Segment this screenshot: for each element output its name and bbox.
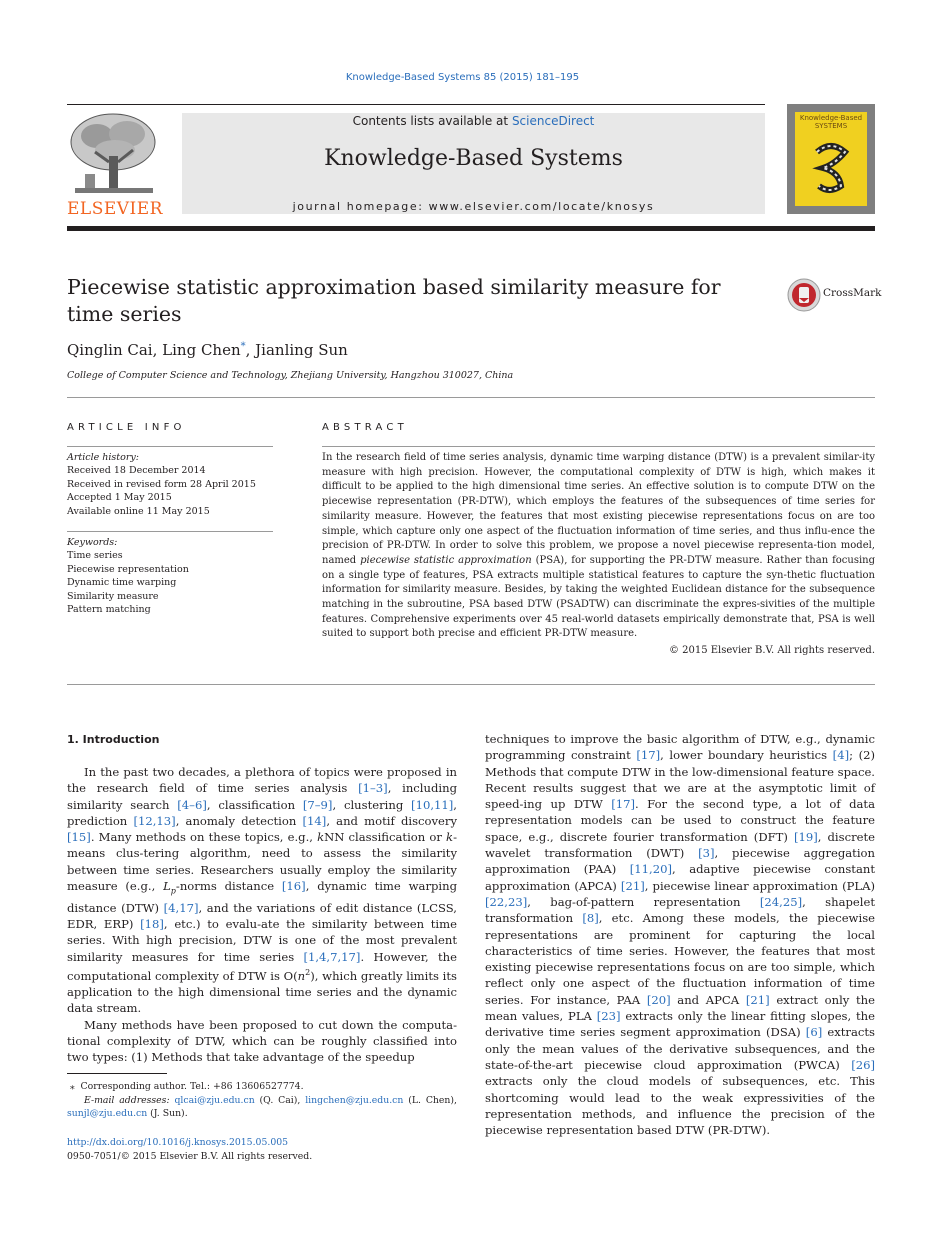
body-text: ), which greatly limits its application to the high dimensional time series and the dynamic data stream. xyxy=(67,968,457,1016)
email-link[interactable]: qlcai@zju.edu.cn xyxy=(174,1094,255,1106)
citation-link[interactable]: [19] xyxy=(793,829,818,844)
corresponding-footnote xyxy=(67,1080,457,1094)
abstract-part: (PSA), for supporting the PR-DTW measure. Rather than focusing on a single type of features, PSA extracts multiple statistical features to capture the syn-thetic fluctuation information for similarity measure. Besides, by taking the weighted Euclidean distance for the subsequence matching in the subroutine, PSA based DTW (PSADTW) can discriminate the expres-sivities of the multiple features. Comprehensive experiments over 45 real-world datasets empirically demonstrate that, PSA is well suited to support both precise and efficient PR-DTW measure. xyxy=(322,554,875,640)
body-text: , clustering xyxy=(332,797,412,812)
paper-title: Piecewise statistic approximation based similarity measure for time series xyxy=(67,275,721,326)
history-revised: Received in revised form 28 April 2015 xyxy=(67,478,256,490)
body-text: , piecewise aggregation approximation (PAA) xyxy=(485,846,875,877)
superscript: 2 xyxy=(305,967,311,977)
elsevier-wordmark: ELSEVIER xyxy=(67,199,163,219)
history-received: Received 18 December 2014 xyxy=(67,465,206,477)
body-text: -norms distance xyxy=(175,879,282,894)
body-text: , and motif discovery xyxy=(326,813,458,828)
citation-link[interactable]: [4–6] xyxy=(177,797,207,812)
body-text: . For the second type, a lot of data representation models can be used to construct the feature space, e.g., discrete fourier transformation (DFT) xyxy=(485,797,876,844)
body-text: -means clus-tering algorithm, need to assess the similarity between time series. Researchers usually employ the similarity measure (e.g., xyxy=(67,830,457,894)
header-top-rule xyxy=(67,104,765,105)
contents-prefix: Contents lists available at xyxy=(352,114,512,128)
italic-text: L xyxy=(163,879,171,894)
sciencedirect-link[interactable]: ScienceDirect xyxy=(511,114,595,128)
author-name[interactable]: Ling Chen xyxy=(162,341,241,359)
body-text: , piecewise linear approximation (PLA) xyxy=(644,878,875,893)
citation-link[interactable]: [7–9] xyxy=(302,797,333,812)
body-text: extracts only the cloud models of subsequences, etc. This shortcoming would lead to the weak expressivities of the representation methods, and influence the precision of the piecewise representation based DTW (PR-DTW). xyxy=(485,1074,875,1138)
publication-info xyxy=(67,1136,457,1163)
abstract-heading: ABSTRACT xyxy=(322,422,408,433)
body-text: . However, the computational complexity of DTW is O( xyxy=(67,949,457,983)
citation-link[interactable]: [12,13] xyxy=(133,813,176,828)
doi-link[interactable]: http://dx.doi.org/10.1016/j.knosys.2015.05.005 xyxy=(67,1137,289,1148)
citation-link[interactable]: [10,11] xyxy=(411,797,454,812)
citation-link[interactable]: [15] xyxy=(67,830,91,845)
body-text: , bag-of-pattern representation xyxy=(527,894,760,909)
citation-link[interactable]: [16] xyxy=(281,879,306,894)
elsevier-tree-logo xyxy=(67,112,159,196)
citation-link[interactable]: [4] xyxy=(832,748,850,763)
journal-cover-title: Knowledge-Based SYSTEMS xyxy=(799,114,863,130)
abstract-copyright: © 2015 Elsevier B.V. All rights reserved. xyxy=(668,645,875,656)
citation-link[interactable]: [6] xyxy=(805,1025,823,1040)
body-text: In the past two decades, a plethora of topics were proposed in the research field of time series analysis xyxy=(67,765,457,796)
affiliation: College of Computer Science and Technology, Zhejiang University, Hangzhou 310027, China xyxy=(67,370,514,381)
citation-link[interactable]: [22,23] xyxy=(485,894,528,909)
abstract-text xyxy=(322,451,875,642)
keywords-label: Keywords: xyxy=(67,537,118,548)
history-label: Article history: xyxy=(67,452,139,463)
email-owner: (J. Sun). xyxy=(147,1108,188,1119)
crossmark-label: CrossMark xyxy=(823,287,882,299)
body-text: . Many methods on these topics, e.g., xyxy=(90,830,318,845)
abstract-part: In the research field of time series analysis, dynamic time warping distance (DTW) is a prevalent similar-ity measure with high precision. However, the computational complexity of DTW is high, which makes it difficult to be applied to the high dimensional time series. An effective solution is to compute DTW on the piecewise representation (PR-DTW), which employs the features of the subsequences of time series for similarity measure. However, the features that most existing piecewise representations focus on are too simple, which capture only one aspect of the fluctuation information of time series, and thus influ-ence the precision of PR-DTW. In order to solve this problem, we propose a novel piecewise representa-tion model, named xyxy=(322,452,875,566)
journal-reference[interactable]: Knowledge-Based Systems 85 (2015) 181–195 xyxy=(345,72,580,83)
journal-homepage[interactable]: journal homepage: www.elsevier.com/locate/knosys xyxy=(292,200,655,213)
keywords xyxy=(67,536,273,616)
body-text: , etc.) to evalu-ate the similarity between time series. With high precision, DTW is one of the most prevalent similarity measures for time series xyxy=(67,916,457,964)
keyword: Similarity measure xyxy=(67,590,159,602)
email-link[interactable]: sunjl@zju.edu.cn xyxy=(67,1108,148,1119)
body-text: extracts only the linear fitting slopes, the derivative time series segment approximation (DSA) xyxy=(485,1009,875,1040)
keyword: Piecewise representation xyxy=(67,563,189,575)
citation-link[interactable]: [23] xyxy=(596,1009,621,1024)
email-link[interactable]: lingchen@zju.edu.cn xyxy=(305,1094,404,1106)
intro-paragraph xyxy=(67,764,457,1017)
citation-link[interactable]: [21] xyxy=(745,992,770,1007)
italic-text: k xyxy=(446,830,454,845)
body-text: , including similarity search xyxy=(67,781,457,812)
email-owner: (Q. Cai), xyxy=(254,1094,306,1106)
history-accepted: Accepted 1 May 2015 xyxy=(67,492,172,504)
corresponding-author-mark[interactable]: * xyxy=(240,341,246,352)
crossmark-button[interactable] xyxy=(787,278,882,312)
body-text: Many methods have been proposed to cut down the computa-tional complexity of DTW, which can be roughly classified into two types: (1) Methods that take advantage of the speedup xyxy=(67,1017,457,1065)
keyword: Dynamic time warping xyxy=(67,577,177,589)
body-text: , classification xyxy=(206,797,303,812)
body-right-column xyxy=(485,731,875,1138)
front-matter-rule xyxy=(67,684,875,685)
section-heading: 1. Introduction xyxy=(67,733,160,746)
citation-link[interactable]: [17] xyxy=(611,797,636,812)
author-name[interactable]: Jianling Sun xyxy=(255,341,348,359)
citation-link[interactable]: [17] xyxy=(636,748,661,763)
history-online: Available online 11 May 2015 xyxy=(67,505,210,517)
keywords-rule xyxy=(67,531,273,532)
citation-link[interactable]: [4,17] xyxy=(163,900,199,915)
body-text: , and the variations of edit distance (LCSS, EDR, ERP) xyxy=(67,900,457,931)
citation-link[interactable]: [24,25] xyxy=(759,894,803,909)
body-text: , anomaly detection xyxy=(175,813,303,828)
body-text: , discrete wavelet transformation (DWT) xyxy=(485,829,876,861)
body-text: , dynamic time warping distance (DTW) xyxy=(67,879,458,915)
footnote-text: Corresponding author. Tel.: +86 13606527774. xyxy=(80,1081,304,1092)
footnotes xyxy=(67,1080,457,1121)
footnote-mark: ⁎ xyxy=(69,1081,75,1092)
intro-paragraph xyxy=(67,1017,457,1066)
article-info-rule xyxy=(67,446,273,447)
citation-link[interactable]: [21] xyxy=(620,878,645,893)
intro-paragraph xyxy=(485,731,875,1138)
body-text: extract only the mean values, PLA xyxy=(485,992,875,1024)
body-text: NN classification or xyxy=(324,830,447,845)
body-text: techniques to improve the basic algorithm of DTW, e.g., dynamic programming constraint xyxy=(485,732,875,763)
citation-link[interactable]: [8] xyxy=(582,911,599,926)
article-info-heading: ARTICLE INFO xyxy=(67,422,186,433)
body-left-column xyxy=(67,764,457,1066)
body-text: , shapelet transformation xyxy=(485,894,875,926)
contents-line xyxy=(182,114,765,128)
keyword: Time series xyxy=(67,550,123,562)
citation-link[interactable]: [18] xyxy=(140,916,164,931)
author-list: Qinglin Cai, Ling Chen*, Jianling Sun xyxy=(67,341,348,359)
journal-name: Knowledge-Based Systems xyxy=(324,146,623,171)
footnote-rule xyxy=(67,1073,167,1074)
body-text: , lower boundary heuristics xyxy=(660,748,833,763)
body-text: ; (2) Methods that compute DTW in the low-dimensional feature space. Recent results suggest that we are at the asymptotic limit of speed-ing up DTW xyxy=(485,748,875,812)
italic-text: n xyxy=(297,968,306,983)
email-owner: (L. Chen), xyxy=(403,1094,457,1106)
header-thick-rule xyxy=(67,226,875,231)
body-text: , etc. Among these models, the piecewise representations are prominent for capturing the local characteristics of time series. However, the features that most existing piecewise representations focus on are too simple, which reflect only one aspect of the fluctuation information of time series. For instance, PAA xyxy=(485,911,876,1007)
italic-text: k xyxy=(317,830,325,845)
author-name[interactable]: Qinglin Cai xyxy=(67,341,153,359)
body-text: , adaptive piecewise constant approximation (APCA) xyxy=(485,862,875,893)
subscript: p xyxy=(170,886,176,896)
citation-link[interactable]: [1,4,7,17] xyxy=(303,949,361,964)
journal-cover xyxy=(787,104,875,214)
citation-link[interactable]: [1–3] xyxy=(358,781,388,796)
affiliation-rule xyxy=(67,397,875,398)
abstract-rule xyxy=(322,446,875,447)
email-footnote xyxy=(67,1094,457,1108)
issn-line: 0950-7051/© 2015 Elsevier B.V. All rights reserved. xyxy=(67,1150,313,1162)
article-history xyxy=(67,451,273,518)
abstract-italic: piecewise statistic approximation xyxy=(360,554,532,566)
body-text: , prediction xyxy=(67,797,457,828)
email-footnote-cont xyxy=(67,1107,457,1121)
citation-link[interactable]: [20] xyxy=(646,992,671,1007)
body-text: and APCA xyxy=(670,992,746,1007)
citation-link[interactable]: [14] xyxy=(302,813,327,828)
crossmark-icon xyxy=(787,278,821,312)
citation-link[interactable]: [11,20] xyxy=(629,862,673,877)
body-text: extracts only the mean values of the derivative subsequences, and the state-of-the-art piecewise cloud approximation (PWCA) xyxy=(485,1025,875,1072)
keyword: Pattern matching xyxy=(67,604,151,616)
email-label: E-mail addresses: xyxy=(84,1094,175,1106)
citation-link[interactable]: [26] xyxy=(851,1057,875,1072)
citation-link[interactable]: [3] xyxy=(698,846,715,861)
